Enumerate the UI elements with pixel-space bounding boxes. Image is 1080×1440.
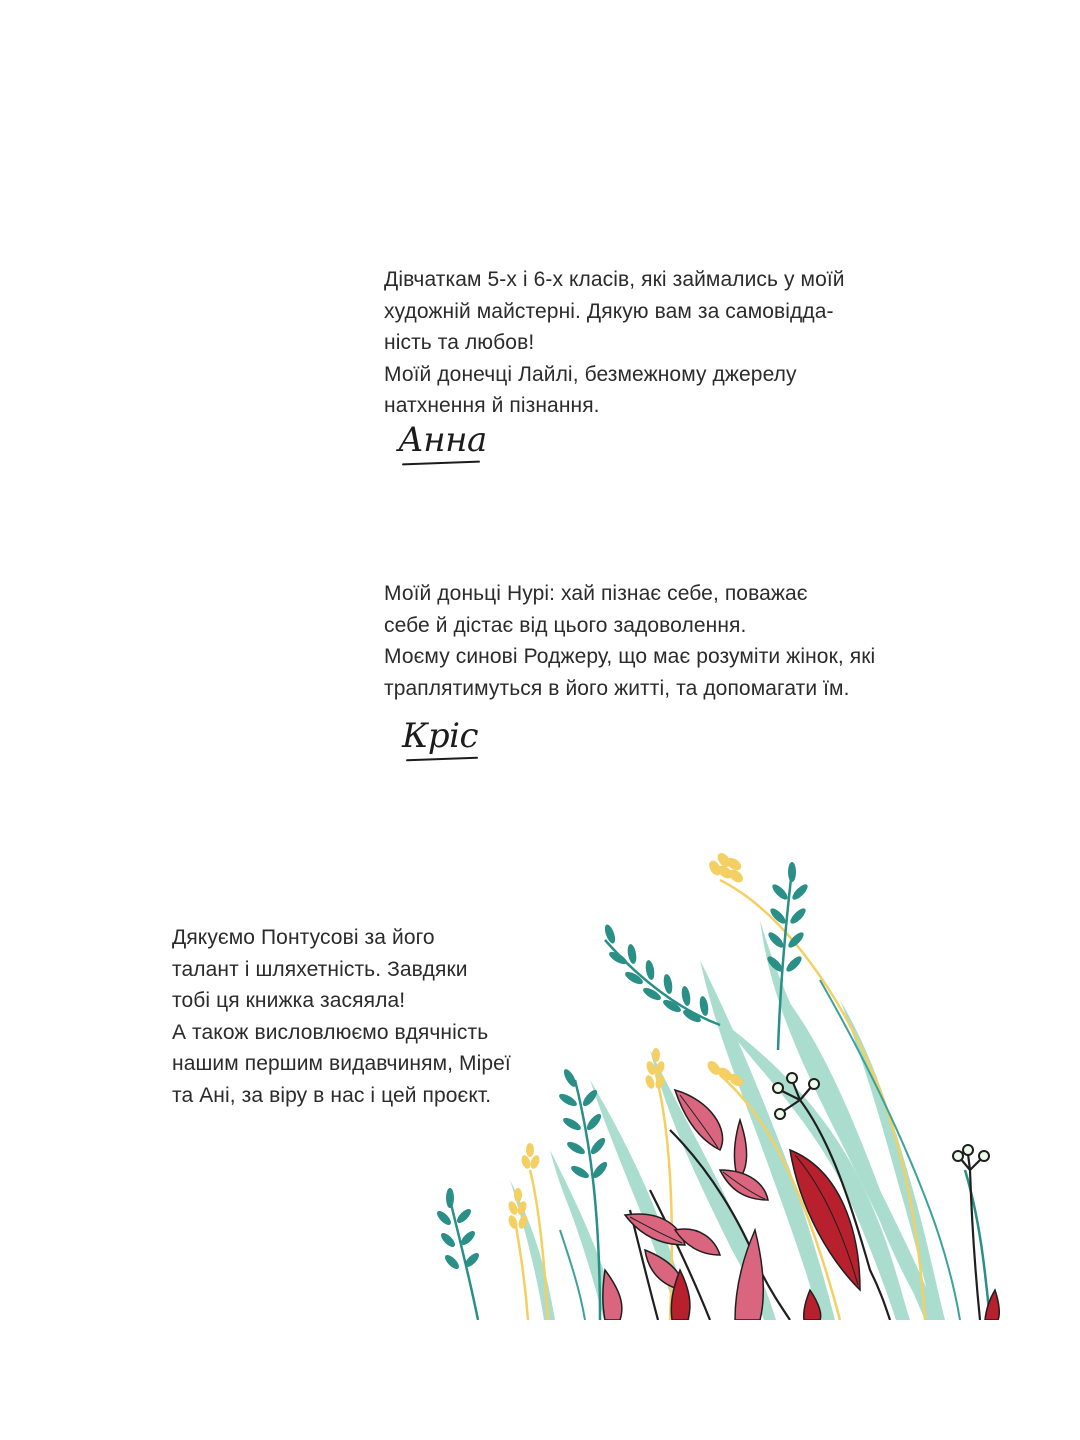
dedication-line: Дівчаткам 5-х і 6-х класів, які займались у моїй xyxy=(384,268,845,291)
signature-anna xyxy=(398,420,487,460)
dedication-line: Моїй доньці Нурі: хай пізнає себе, поважає xyxy=(384,582,808,605)
dedication-anna xyxy=(384,264,884,422)
dedication-line: себе й дістає від цього задоволення. xyxy=(384,613,747,637)
acknowledgement-line: Дякуємо Понтусові за його xyxy=(172,926,435,949)
dedication-line: траплятимуться в його житті, та допомагати їм. xyxy=(384,676,850,700)
fern-leaves xyxy=(435,862,810,1271)
signature-text: Анна xyxy=(398,420,487,460)
grass-blades xyxy=(510,920,945,1320)
dedication-line: натхнення й пізнання. xyxy=(384,394,600,417)
signature-underline xyxy=(406,757,478,762)
signature-underline xyxy=(402,461,480,466)
dedication-kris xyxy=(384,578,904,704)
signature-kris xyxy=(402,716,478,756)
acknowledgement-line: тобі ця книжка засяяла! xyxy=(172,989,406,1012)
acknowledgement-line: талант і шляхетність. Завдяки xyxy=(172,957,468,981)
acknowledgement-line: та Ані, за віру в нас і цей проєкт. xyxy=(172,1083,492,1107)
floral-grass-illustration-icon xyxy=(420,850,1020,1320)
dedication-line: Моїй донечці Лайлі, безмежному джерелу xyxy=(384,362,797,386)
acknowledgement-line: нашим першим видавчиням, Міреї xyxy=(172,1052,511,1075)
acknowledgement-line: А також висловлюємо вдячність xyxy=(172,1020,489,1044)
dedication-line: художній майстерні. Дякую вам за самовідда- xyxy=(384,299,834,323)
dedication-line: Моєму синові Роджеру, що має розуміти жінок, які xyxy=(384,645,876,668)
signature-text: Кріс xyxy=(402,716,478,756)
dedication-line: ність та любов! xyxy=(384,331,535,354)
